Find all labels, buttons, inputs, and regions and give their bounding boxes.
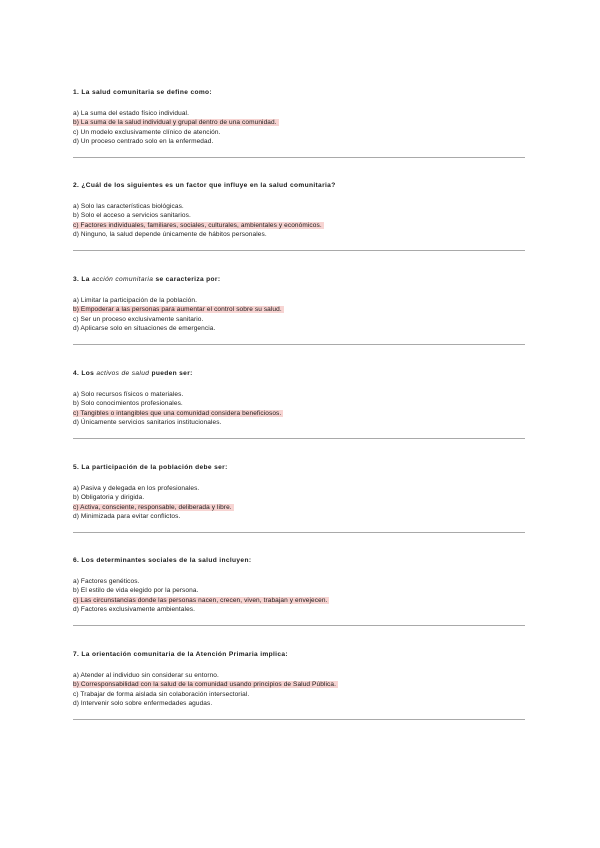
answer-option [73, 512, 525, 521]
answer-option [73, 671, 525, 680]
question-7 [73, 651, 525, 709]
question-text: ¿Cuál de los siguientes es un factor que influye en la salud comunitaria? [81, 182, 336, 189]
question-number: 4. [73, 370, 80, 377]
question-text: La salud comunitaria se define como: [81, 89, 212, 96]
options-list [73, 390, 525, 428]
question-2 [73, 182, 525, 240]
answer-option-correct [73, 305, 525, 314]
answer-option [73, 577, 525, 586]
answer-option-text: d) Intervenir solo sobre enfermedades agudas. [73, 700, 213, 708]
answer-option [73, 202, 525, 211]
answer-option-correct [73, 409, 525, 418]
question-text: La orientación comunitaria de la Atención Primaria implica: [81, 651, 288, 658]
question-number: 7. [73, 651, 80, 658]
answer-option-text: c) Tangibles o intangibles que una comunidad considera beneficiosos. [73, 409, 282, 417]
question-4 [73, 370, 525, 428]
answer-option-correct [73, 118, 525, 127]
answer-option-text: b) Solo conocimientos profesionales. [73, 400, 183, 408]
answer-option-text: d) Aplicarse solo en situaciones de emergencia. [73, 325, 216, 333]
answer-option [73, 315, 525, 324]
options-list [73, 109, 525, 147]
question-title [73, 276, 525, 283]
answer-option [73, 211, 525, 220]
answer-option-correct [73, 596, 525, 605]
divider-line [73, 250, 525, 251]
answer-option-correct [73, 680, 525, 689]
divider-line [73, 719, 525, 720]
question-title [73, 557, 525, 564]
answer-option-text: d) Factores exclusivamente ambientales. [73, 606, 196, 614]
answer-option-text: a) La suma del estado físico individual. [73, 110, 190, 117]
answer-option-text: a) Limitar la participación de la población. [73, 297, 197, 304]
answer-option-text: b) Obligatoria y dirigida. [73, 494, 145, 502]
question-number: 3. [73, 276, 80, 283]
divider-line [73, 625, 525, 626]
question-title [73, 89, 525, 96]
answer-option-text: b) El estilo de vida elegido por la persona. [73, 587, 199, 595]
answer-option [73, 230, 525, 239]
answer-option-text: a) Pasiva y delegada en los profesionales. [73, 485, 200, 492]
answer-option-correct [73, 503, 525, 512]
options-list [73, 577, 525, 615]
answer-option [73, 324, 525, 333]
answer-option-text: d) Ninguno, la salud depende únicamente de hábitos personales. [73, 231, 267, 239]
answer-option-text: d) Minimizada para evitar conflictos. [73, 513, 181, 521]
question-6 [73, 557, 525, 615]
answer-option [73, 484, 525, 493]
answer-option-correct [73, 221, 525, 230]
answer-option-text: a) Factores genéticos. [73, 578, 140, 585]
answer-option-text: c) Ser un proceso exclusivamente sanitario. [73, 315, 204, 323]
answer-option [73, 128, 525, 137]
answer-option-text: c) Un modelo exclusivamente clínico de atención. [73, 128, 221, 136]
answer-option [73, 418, 525, 427]
answer-option-text: c) Activa, consciente, responsable, deliberada y libre. [73, 503, 232, 511]
question-text: Los [81, 370, 95, 377]
answer-option [73, 296, 525, 305]
question-number: 1. [73, 89, 80, 96]
answer-option-text: a) Solo las características biológicas. [73, 203, 184, 210]
answer-option-text: d) Únicamente servicios sanitarios institucionales. [73, 419, 222, 427]
question-1 [73, 89, 525, 147]
answer-option-text: c) Trabajar de forma aislada sin colaboración intersectorial. [73, 690, 250, 698]
question-number: 6. [73, 557, 80, 564]
question-title [73, 464, 525, 471]
divider-line [73, 532, 525, 533]
answer-option [73, 137, 525, 146]
answer-option [73, 390, 525, 399]
question-number: 2. [73, 182, 80, 189]
question-3 [73, 276, 525, 334]
divider-line [73, 438, 525, 439]
answer-option-text: b) Solo el acceso a servicios sanitarios. [73, 212, 191, 220]
answer-option [73, 605, 525, 614]
answer-option-text: a) Atender al individuo sin considerar su entorno. [73, 672, 219, 679]
question-term: acción comunitaria [91, 276, 154, 283]
options-list [73, 671, 525, 709]
question-text-end: pueden ser: [151, 370, 193, 377]
answer-option-text: c) Las circunstancias donde las personas nacen, crecen, viven, trabajan y envejecen. [73, 596, 328, 604]
answer-option-text: c) Factores individuales, familiares, sociales, culturales, ambientales y económicos. [73, 221, 322, 229]
question-title [73, 182, 525, 189]
divider-line [73, 344, 525, 345]
answer-option [73, 586, 525, 595]
answer-option-text: b) Corresponsabilidad con la salud de la comunidad usando principios de Salud Pública. [73, 681, 336, 689]
answer-option [73, 493, 525, 502]
question-text-end: se caracteriza por: [155, 276, 221, 283]
answer-option [73, 399, 525, 408]
divider-line [73, 157, 525, 158]
question-text: La participación de la población debe ser: [81, 464, 228, 471]
answer-option-text: b) La suma de la salud individual y grupal dentro de una comunidad. [73, 119, 277, 127]
answer-option [73, 699, 525, 708]
answer-option-text: d) Un proceso centrado solo en la enfermedad. [73, 138, 214, 146]
answer-option-text: b) Empoderar a las personas para aumentar el control sobre su salud. [73, 306, 282, 314]
question-title [73, 651, 525, 658]
question-5 [73, 464, 525, 522]
question-text: Los determinantes sociales de la salud incluyen: [81, 557, 252, 564]
options-list [73, 296, 525, 334]
answer-option-text: a) Solo recursos físicos o materiales. [73, 391, 184, 398]
options-list [73, 484, 525, 522]
question-term: activos de salud [96, 370, 150, 377]
question-title [73, 370, 525, 377]
answer-option [73, 109, 525, 118]
answer-option [73, 690, 525, 699]
question-number: 5. [73, 464, 80, 471]
question-text: La [81, 276, 90, 283]
options-list [73, 202, 525, 240]
